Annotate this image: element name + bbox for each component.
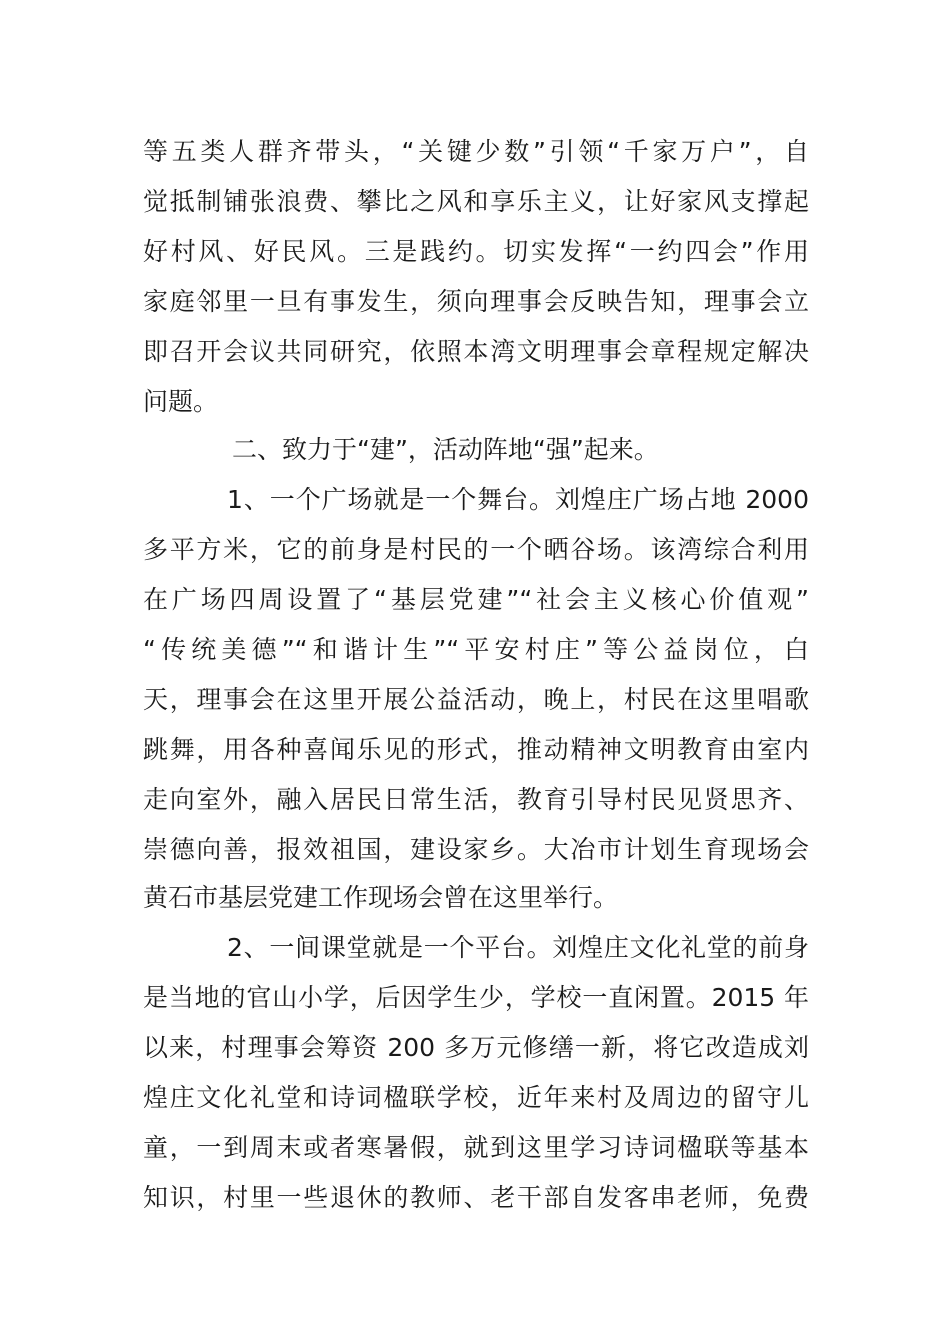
paragraph-line: 问题。 xyxy=(143,387,219,416)
paragraph-line: 天，理事会在这里开展公益活动，晚上，村民在这里唱歌 xyxy=(143,685,809,714)
section-heading: 二、致力于“建”，活动阵地“强”起来。 xyxy=(232,435,659,464)
paragraph-line: 是当地的官山小学，后因学生少，学校一直闲置。2015 年 xyxy=(143,983,809,1012)
paragraph-line: 煌庄文化礼堂和诗词楹联学校，近年来村及周边的留守儿 xyxy=(143,1083,809,1112)
paragraph-line: 家庭邻里一旦有事发生，须向理事会反映告知，理事会立 xyxy=(143,287,809,316)
paragraph-line: 黄石市基层党建工作现场会曾在这里举行。 xyxy=(143,883,619,912)
paragraph-line: “传统美德”“和谐计生”“平安村庄”等公益岗位，白 xyxy=(143,635,809,664)
paragraph-line: 好村风、好民风。三是践约。切实发挥“一约四会”作用 xyxy=(143,237,809,266)
paragraph-line: 知识，村里一些退休的教师、老干部自发客串老师，免费 xyxy=(143,1183,809,1212)
paragraph-line: 跳舞，用各种喜闻乐见的形式，推动精神文明教育由室内 xyxy=(143,735,809,764)
paragraph-line: 即召开会议共同研究，依照本湾文明理事会章程规定解决 xyxy=(143,337,809,366)
paragraph-line: 多平方米，它的前身是村民的一个晒谷场。该湾综合利用 xyxy=(143,535,809,564)
paragraph-first-line: 1、一个广场就是一个舞台。刘煌庄广场占地 2000 xyxy=(227,485,809,514)
paragraph-line: 童，一到周末或者寒暑假，就到这里学习诗词楹联等基本 xyxy=(143,1133,809,1162)
paragraph-line: 觉抵制铺张浪费、攀比之风和享乐主义，让好家风支撑起 xyxy=(143,187,809,216)
paragraph-line: 等五类人群齐带头，“关键少数”引领“千家万户”，自 xyxy=(143,137,809,166)
paragraph-line: 崇德向善，报效祖国，建设家乡。大冶市计划生育现场会 xyxy=(143,835,809,864)
paragraph-line: 以来，村理事会筹资 200 多万元修缮一新，将它改造成刘 xyxy=(143,1033,809,1062)
paragraph-line: 走向室外，融入居民日常生活，教育引导村民见贤思齐、 xyxy=(143,785,809,814)
paragraph-line: 在广场四周设置了“基层党建”“社会主义核心价值观” xyxy=(143,585,809,614)
paragraph-first-line: 2、一间课堂就是一个平台。刘煌庄文化礼堂的前身 xyxy=(227,933,809,962)
